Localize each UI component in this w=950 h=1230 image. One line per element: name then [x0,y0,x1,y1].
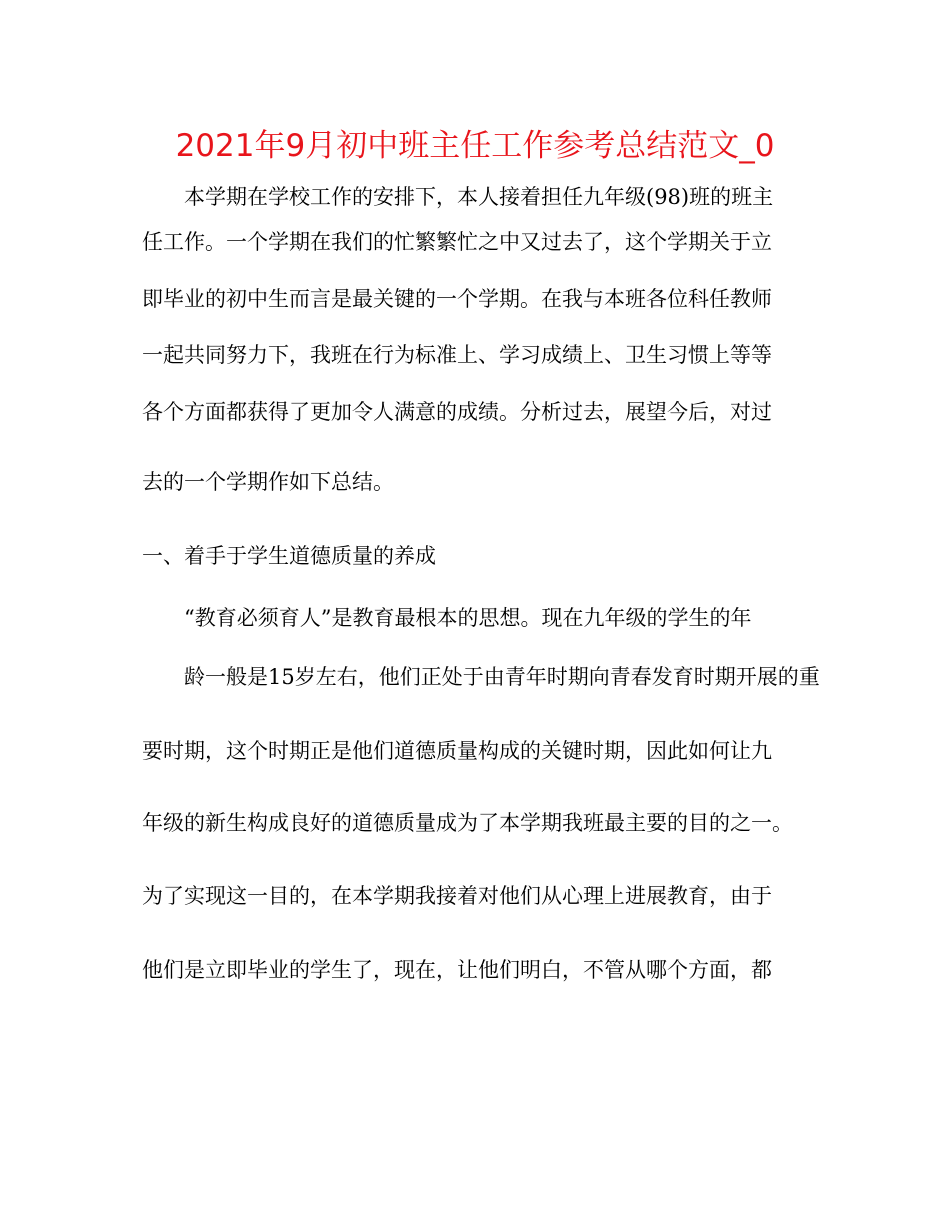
body-line: 一起共同努力下，我班在行为标准上、学习成绩上、卫生习惯上等等 [142,343,772,367]
body-line: 一、着手于学生道德质量的养成 [142,544,436,568]
body-line: 要时期，这个时期正是他们道德质量构成的关键时期，因此如何让九 [142,739,772,763]
document-title: 2021年9月初中班主任工作参考总结范文_0 [175,128,775,164]
body-line: 他们是立即毕业的学生了，现在，让他们明白，不管从哪个方面，都 [142,958,772,982]
body-line: 本学期在学校工作的安排下，本人接着担任九年级(98)班的班主 [184,185,774,209]
body-line: 任工作。一个学期在我们的忙繁繁忙之中又过去了，这个学期关于立 [142,230,772,254]
body-line: 龄一般是15岁左右，他们正处于由青年时期向青春发育时期开展的重 [184,665,820,689]
section-heading: “教育必须育人”是教育最根本的思想。现在九年级的学生的年 [184,606,752,630]
body-line: 各个方面都获得了更加令人满意的成绩。分析过去，展望今后，对过 [142,400,772,424]
body-line: 即毕业的初中生而言是最关键的一个学期。在我与本班各位科任教师 [142,287,772,311]
body-line: 年级的新生构成良好的道德质量成为了本学期我班最主要的目的之一。 [142,811,793,835]
body-line: 去的一个学期作如下总结。 [142,470,394,494]
body-line: 为了实现这一目的，在本学期我接着对他们从心理上进展教育，由于 [142,884,772,908]
